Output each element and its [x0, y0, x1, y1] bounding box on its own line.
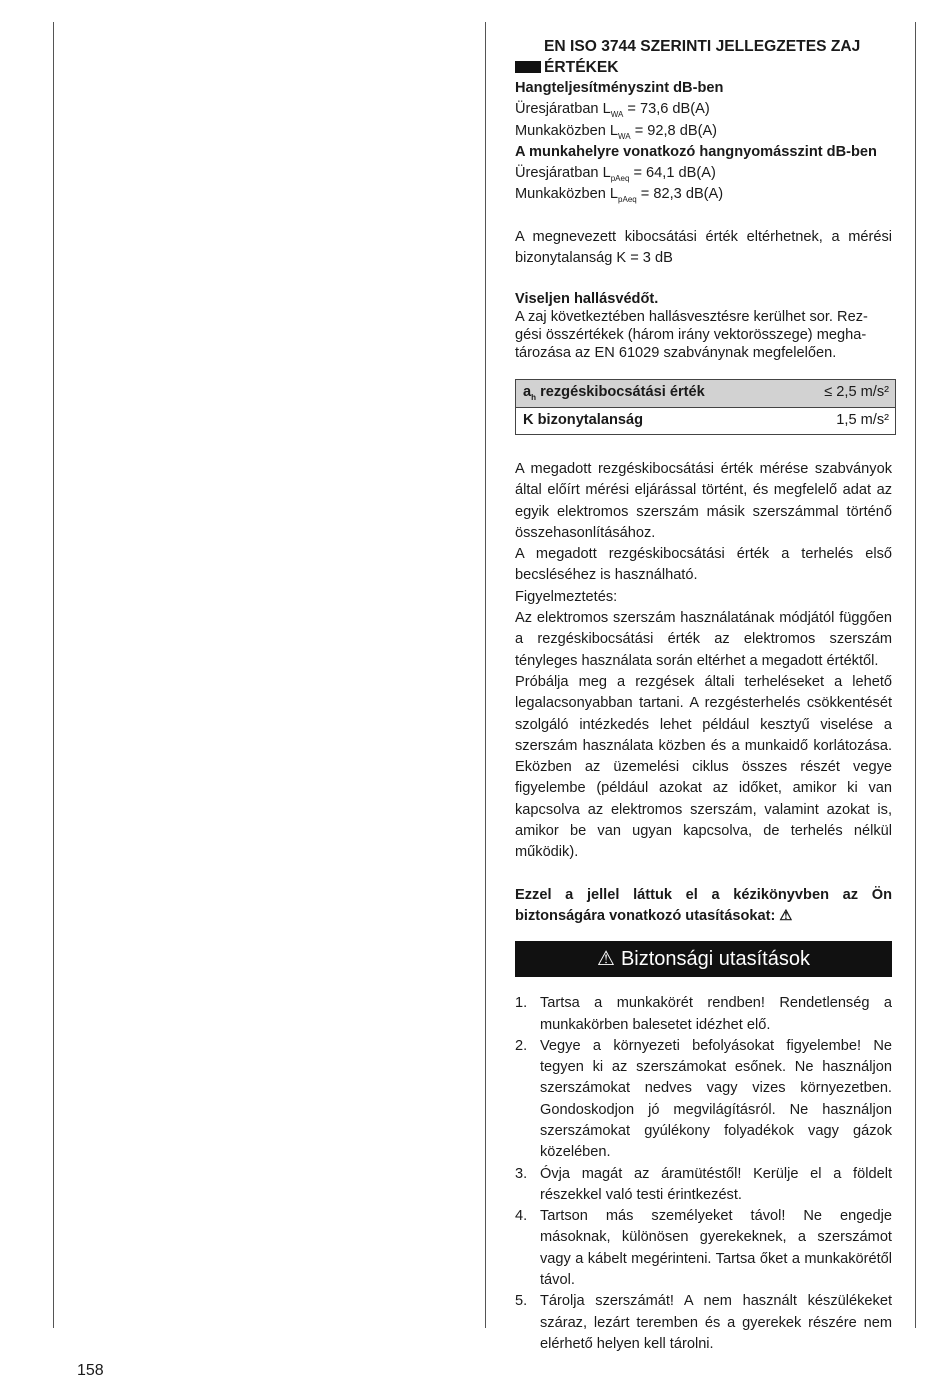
hearing-line: tározása az EN 61029 szabványnak megfelelően. [515, 345, 837, 362]
uncertainty-label: K bizonytalanság [516, 407, 787, 434]
vibration-paragraph: A megadott rezgéskibocsátási érték a terhelés első becsléséhez is használható. [515, 546, 892, 584]
sound-pressure-idle: Üresjáratban $L_{pAeq} = 64,1$ dB(A) [515, 165, 716, 184]
list-item: 2. Vegye a környezeti befolyásokat figyelembe! Ne tegyen ki az szerszámokat esőnek. Ne használjon szerszámokat nedves vagy vizes környezetben. Gondoskodjon jó megvilágításról. Ne használjon szerszámokat gyúlékony folyadékok vagy gázok közelében. [515, 1037, 892, 1161]
vibration-paragraph: Az elektromos szerszám használatának módjától függően a rezgéskibocsátási érték az elektromos szerszám tényleges használata során eltérhet a megadott értéktől. [515, 610, 892, 669]
vibration-paragraph: A megadott rezgéskibocsátási érték mérése szabványok által előírt mérési eljárással történt, és megfelelő adat az egyik elektromos szerszám másik szerszámmal történő összehasonlításához. [515, 460, 892, 541]
safety-banner [515, 941, 892, 977]
left-margin-rule [53, 22, 54, 1328]
section-heading-line2: ÉRTÉKEK [544, 59, 619, 76]
sound-power-heading: Hangteljesítményszint dB-ben [515, 80, 724, 96]
right-column [515, 36, 892, 1355]
hearing-heading: Viseljen hallásvédőt. [515, 291, 659, 308]
sound-pressure-work: Munkaközben $L_{pAeq} = 82,3$ dB(A) [515, 186, 724, 205]
section-heading-line1: EN ISO 3744 SZERINTI JELLEGZETES ZAJ [544, 38, 861, 55]
list-item: 4. Tartson más személyeket távol! Ne engedje másoknak, különösen gyerekeknek, a szerszámot vagy a kábelt megérinteni. Tartsa őket a munkakörétől távol. [515, 1208, 892, 1289]
list-item: 3. Óvja magát az áramütéstől! Kerülje el a földelt részekkel való testi érintkezést. [515, 1165, 892, 1203]
page-number: 158 [77, 1362, 104, 1379]
section-heading [515, 36, 892, 78]
table-row [516, 407, 896, 434]
hearing-line: A zaj következtében hallásvesztésre kerülhet sor. Rez- [515, 309, 868, 326]
column-divider-rule [485, 22, 486, 1328]
warning-triangle-icon: ⚠ [779, 907, 793, 924]
list-item: 1. Tartsa a munkakörét rendben! Rendetlenség a munkakörben balesetet idézhet elő. [515, 995, 892, 1033]
vibration-emission-value: ≤ 2,5 m/s² [787, 380, 896, 407]
sound-power-idle: Üresjáratban $L_{WA} = 73,6$ dB(A) [515, 101, 710, 120]
table-row [516, 380, 896, 407]
vibration-emission-label: $a_h$ rezgéskibocsátási érték [516, 380, 787, 407]
hearing-protection-block [515, 290, 892, 362]
list-item: 5. Tárolja szerszámát! A nem használt készülékeket száraz, lezárt teremben és a gyerekek részére nem elérhető helyen kell tárolni. [515, 1293, 892, 1352]
warning-triangle-icon: ⚠ [597, 947, 615, 970]
hearing-line: gési összértékek (három irány vektorösszege) megha- [515, 327, 867, 344]
warning-label: Figyelmeztetés: [515, 588, 618, 605]
section-marker-block [515, 61, 541, 73]
uncertainty-value: 1,5 m/s² [787, 407, 896, 434]
uncertainty-note: A megnevezett kibocsátási érték eltérhetnek, a mérési bizonytalanság K = 3 dB [515, 228, 892, 267]
sound-pressure-heading: A munkahelyre vonatkozó hangnyomásszint dB-ben [515, 143, 877, 160]
vibration-paragraph: Próbálja meg a rezgések általi terheléseket a lehető legalacsonyabban tartani. A rezgésterhelés csökkentését szolgáló intézkedés lehet például kesztyű viselése a szerszám használata közben és a munkaidő korlátozása. Eközben az üzemelési ciklus összes részét vegye figyelembe (például azokat az időket, amikor ki van kapcsolva az elektromos szerszám, valamint azokat is, amikor be van ugyan kapcsolva, de terhelés nélkül működik). [515, 673, 892, 861]
sound-power-work: Munkaközben $L_{WA} = 92,8$ dB(A) [515, 122, 718, 141]
safety-rules-list [515, 993, 892, 1355]
symbol-note: Ezzel a jellel láttuk el a kézikönyvben az Ön biztonságára vonatkozó utasításokat: ⚠ [515, 886, 892, 924]
safety-banner-title: Biztonsági utasítások [620, 947, 810, 970]
right-margin-rule [915, 22, 916, 1328]
vibration-table [515, 379, 896, 435]
